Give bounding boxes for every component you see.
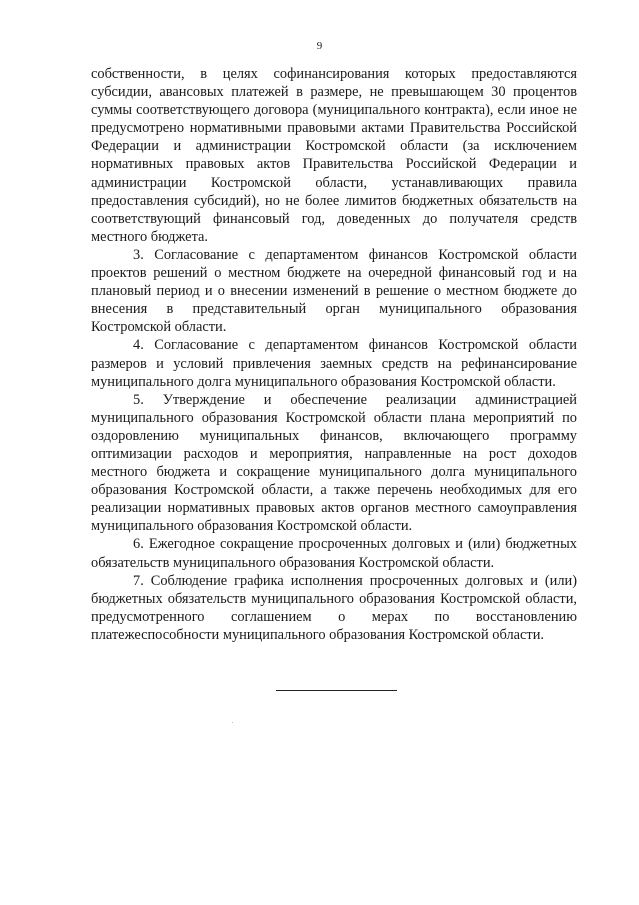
paragraph-item-4: 4. Согласование с департаментом финансов Костромской области размеров и условий привлечения заемных средств на рефинансирование муниципального долга муниципального образования Костромской области. bbox=[91, 337, 577, 390]
paragraph-item-6: 6. Ежегодное сокращение просроченных долговых и (или) бюджетных обязательств муниципального образования Костромской области. bbox=[91, 536, 577, 571]
end-divider bbox=[276, 690, 397, 691]
paragraph-item-7: 7. Соблюдение графика исполнения просроченных долговых и (или) бюджетных обязательств муниципального образования Костромской области, предусмотренного соглашением о мерах по восстановлению платежеспособности муниципального образования Костромской области. bbox=[91, 572, 577, 643]
scan-speck bbox=[232, 722, 233, 723]
document-body bbox=[91, 65, 577, 644]
paragraph-continuation: собственности, в целях софинансирования которых предоставляются субсидии, авансовых платежей в размере, не превышающем 30 процентов суммы соответствующего договора (муниципального контракта), если иное не предусмотрено нормативными правовыми актами Правительства Российской Федерации и администрации Костромской области (за исключением нормативных правовых актов Правительства Российской Федерации и администрации Костромской области, устанавливающих правила предоставления субсидий), но не более лимитов бюджетных обязательств на соответствующий финансовый год, доведенных до получателя средств местного бюджета. bbox=[91, 66, 577, 245]
paragraph-item-3: 3. Согласование с департаментом финансов Костромской области проектов решений о местном бюджете на очередной финансовый год и на плановый период и о внесении изменений в решение о местном бюджете до внесения в представительный орган муниципального образования Костромской области. bbox=[91, 246, 577, 336]
page-number: 9 bbox=[316, 40, 323, 52]
paragraph-item-5: 5. Утверждение и обеспечение реализации администрацией муниципального образования Костромской области плана мероприятий по оздоровлению муниципальных финансов, включающего программу оптимизации расходов и мероприятия, направленные на рост доходов местного бюджета и сокращение муниципального долга муниципального образования Костромской области, а также перечень необходимых для его реализации нормативных правовых актов органов местного самоуправления муниципального образования Костромской области. bbox=[91, 391, 577, 535]
